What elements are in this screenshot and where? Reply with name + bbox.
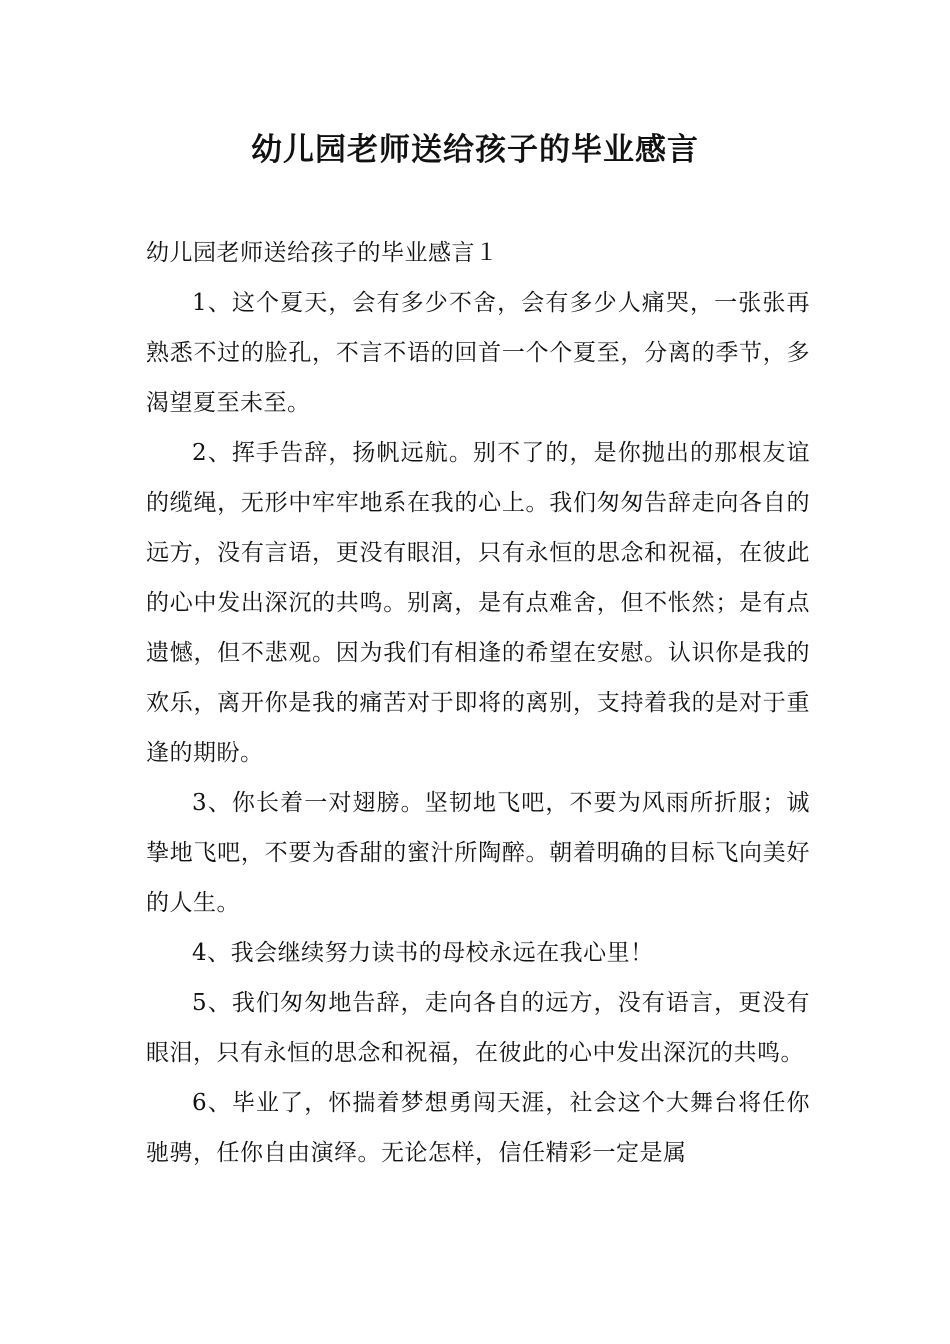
paragraph-3: 3、你长着一对翅膀。坚韧地飞吧，不要为风雨所折服；诚挚地飞吧，不要为香甜的蜜汁所陶醉。朝着明确的目标飞向美好的人生。 <box>146 790 810 916</box>
document-body <box>146 228 810 1178</box>
paragraph-5: 5、我们匆匆地告辞，走向各自的远方，没有语言，更没有眼泪，只有永恒的思念和祝福，在彼此的心中发出深沉的共鸣。 <box>146 990 810 1066</box>
paragraph-2: 2、挥手告辞，扬帆远航。别不了的，是你抛出的那根友谊的缆绳，无形中牢牢地系在我的心上。我们匆匆告辞走向各自的远方，没有言语，更没有眼泪，只有永恒的思念和祝福，在彼此的心中发出深沉的共鸣。别离，是有点难舍，但不怅然；是有点遗憾，但不悲观。因为我们有相逢的希望在安慰。认识你是我的欢乐，离开你是我的痛苦对于即将的离别，支持着我的是对于重逢的期盼。 <box>146 440 810 766</box>
paragraph-6: 6、毕业了，怀揣着梦想勇闯天涯，社会这个大舞台将任你驰骋，任你自由演绎。无论怎样，信任精彩一定是属 <box>146 1090 810 1166</box>
paragraph-4: 4、我会继续努力读书的母校永远在我心里！ <box>192 940 654 966</box>
section-heading: 幼儿园老师送给孩子的毕业感言１ <box>146 240 499 266</box>
document-title: 幼儿园老师送给孩子的毕业感言 <box>251 132 699 168</box>
paragraph-1: 1、这个夏天，会有多少不舍，会有多少人痛哭，一张张再熟悉不过的脸孔，不言不语的回首一个个夏至，分离的季节，多渴望夏至未至。 <box>146 290 810 416</box>
